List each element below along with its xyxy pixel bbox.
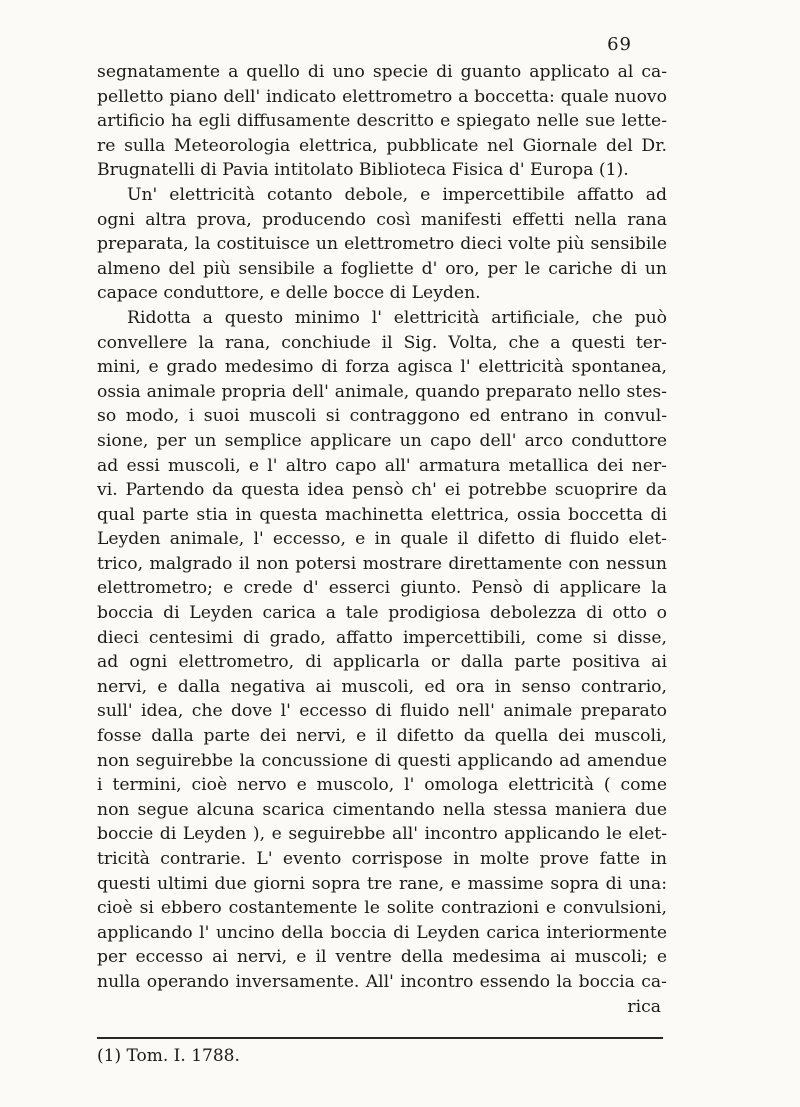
body-text bbox=[97, 60, 667, 1019]
text-line: questi ultimi due giorni sopra tre rane, e massime sopra di una: bbox=[97, 873, 667, 894]
text-line: capace conduttore, e delle bocce di Leyden. bbox=[97, 283, 481, 304]
text-line: artificio ha egli diffusamente descritto e spiegato nelle sue lette- bbox=[97, 111, 667, 132]
text-line: convellere la rana, conchiude il Sig. Volta, che a questi ter- bbox=[97, 332, 667, 353]
text-line: dieci centesimi di grado, affatto impercettibili, come si disse, bbox=[97, 627, 667, 648]
text-line: fosse dalla parte dei nervi, e il difetto da quella dei muscoli, bbox=[97, 726, 667, 747]
text-line: mini, e grado medesimo di forza agisca l' elettricità spontanea, bbox=[97, 357, 667, 378]
footnote: (1) Tom. I. 1788. bbox=[97, 1046, 240, 1066]
text-line: Leyden animale, l' eccesso, e in quale il difetto di fluido elet- bbox=[97, 529, 667, 550]
text-line: non segue alcuna scarica cimentando nella stessa maniera due bbox=[97, 799, 667, 820]
text-line: sull' idea, che dove l' eccesso di fluido nell' animale preparato bbox=[97, 701, 667, 722]
text-line: qual parte stia in questa machinetta elettrica, ossia boccetta di bbox=[97, 504, 667, 525]
text-line: Un' elettricità cotanto debole, e impercettibile affatto ad bbox=[127, 184, 667, 205]
text-line: ad essi muscoli, e l' altro capo all' armatura metallica dei ner- bbox=[97, 455, 667, 476]
text-line: tricità contrarie. L' evento corrispose in molte prove fatte in bbox=[97, 849, 667, 869]
text-line: segnatamente a quello di uno specie di guanto applicato al ca- bbox=[97, 62, 667, 82]
text-line: ossia animale propria dell' animale, quando preparato nello stes- bbox=[97, 381, 667, 402]
text-line: non seguirebbe la concussione di questi applicando ad amendue bbox=[97, 750, 667, 771]
text-line: Ridotta a questo minimo l' elettricità artificiale, che può bbox=[127, 307, 667, 328]
text-line: cioè si ebbero costantemente le solite contrazioni e convulsioni, bbox=[97, 898, 667, 919]
text-line: nervi, e dalla negativa ai muscoli, ed ora in senso contrario, bbox=[97, 676, 667, 697]
text-line: ogni altra prova, producendo così manifesti effetti nella rana bbox=[97, 209, 667, 230]
text-line: vi. Partendo da questa idea pensò ch' ei potrebbe scuoprire da bbox=[97, 480, 667, 501]
text-line: sione, per un semplice applicare un capo dell' arco conduttore bbox=[97, 430, 667, 451]
text-line: nulla operando inversamente. All' incontro essendo la boccia ca- bbox=[97, 971, 667, 992]
text-line: elettrometro; e crede d' esserci giunto. Pensò di applicare la bbox=[97, 578, 667, 599]
page-number: 69 bbox=[607, 34, 632, 55]
text-line: preparata, la costituisce un elettrometro dieci volte più sensibile bbox=[97, 234, 667, 255]
text-line: ad ogni elettrometro, di applicarla or dalla parte positiva ai bbox=[97, 652, 667, 673]
text-line: trico, malgrado il non potersi mostrare direttamente con nessun bbox=[97, 553, 667, 574]
footnote-rule bbox=[97, 1037, 663, 1039]
text-line: pelletto piano dell' indicato elettrometro a boccetta: quale nuovo bbox=[97, 86, 667, 107]
text-line: re sulla Meteorologia elettrica, pubblicate nel Giornale del Dr. bbox=[97, 135, 667, 156]
text-line: rica bbox=[627, 996, 661, 1017]
text-line: Brugnatelli di Pavia intitolato Biblioteca Fisica d' Europa (1). bbox=[97, 160, 629, 181]
text-line: boccie di Leyden ), e seguirebbe all' incontro applicando le elet- bbox=[97, 824, 667, 845]
text-line: per eccesso ai nervi, e il ventre della medesima ai muscoli; e bbox=[97, 947, 667, 968]
text-line: almeno del più sensibile a fogliette d' oro, per le cariche di un bbox=[97, 258, 667, 279]
text-line: so modo, i suoi muscoli si contraggono ed entrano in convul- bbox=[97, 406, 667, 427]
text-line: applicando l' uncino della boccia di Leyden carica interiormente bbox=[97, 922, 667, 943]
text-line: boccia di Leyden carica a tale prodigiosa debolezza di otto o bbox=[97, 603, 667, 624]
text-line: i termini, cioè nervo e muscolo, l' omologa elettricità ( come bbox=[97, 775, 667, 796]
